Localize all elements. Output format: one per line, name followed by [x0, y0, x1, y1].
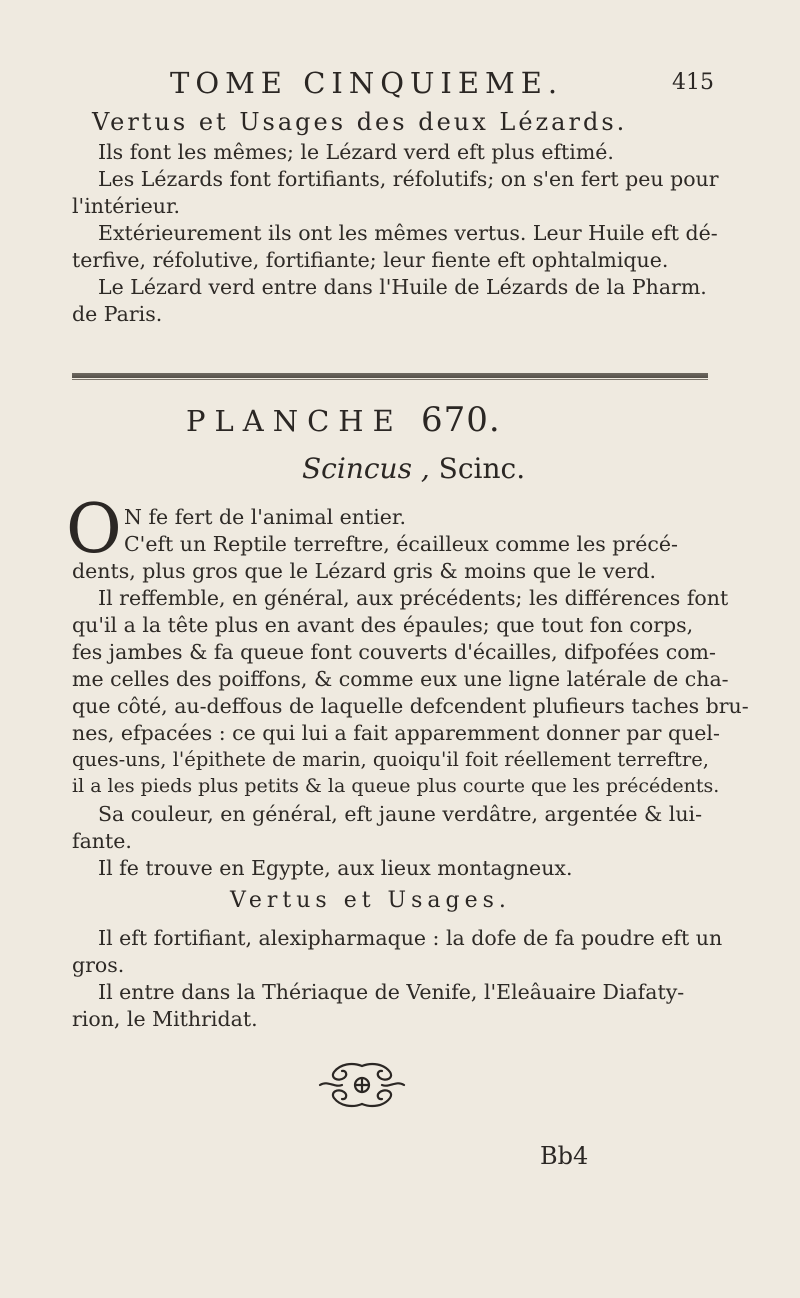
french-name: Scinc.	[438, 452, 526, 485]
text-line: qu'il a la tête plus en avant des épaules; que tout fon corps,	[72, 613, 694, 637]
text-line: que côté, au-deffous de laquelle defcendent plufieurs taches bru-	[72, 694, 749, 718]
latin-name: Scincus ,	[302, 452, 430, 485]
text-line: Il fe trouve en Egypte, aux lieux montagneux.	[98, 856, 573, 880]
text-line: Les Lézards font fortifiants, réfolutifs; on s'en fert peu pour	[98, 167, 719, 191]
text-line: Le Lézard verd entre dans l'Huile de Lézards de la Pharm.	[98, 275, 707, 299]
text-line: N fe fert de l'animal entier.	[124, 505, 406, 529]
plate-number: 670.	[420, 400, 501, 440]
text-line: ques-uns, l'épithete de marin, quoiqu'il foit réellement terreftre,	[72, 748, 709, 771]
text-line: Extérieurement ils ont les mêmes vertus. Leur Huile eft dé-	[98, 221, 718, 245]
text-line: Sa couleur, en général, eft jaune verdâtre, argentée & lui-	[98, 802, 702, 826]
running-header: TOME CINQUIEME.	[170, 66, 564, 100]
page-number: 415	[672, 70, 714, 95]
species-title	[302, 452, 525, 485]
drop-cap: O	[66, 490, 122, 569]
section-heading-vertus-lezards: Vertus et Usages des deux Lézards.	[92, 108, 628, 136]
text-line: fante.	[72, 829, 132, 853]
text-line: Il eft fortifiant, alexipharmaque : la dofe de fa poudre eft un	[98, 926, 723, 950]
text-line: Il entre dans la Thériaque de Venife, l'Eleâuaire Diafaty-	[98, 980, 685, 1004]
text-line: il a les pieds plus petits & la queue plus courte que les précédents.	[72, 775, 720, 797]
text-line: Il reffemble, en général, aux précédents; les différences font	[98, 586, 729, 610]
text-line: me celles des poiffons, & comme eux une ligne latérale de cha-	[72, 667, 729, 691]
text-line: terfive, réfolutive, fortifiante; leur fiente eft ophtalmique.	[72, 248, 669, 272]
text-line: dents, plus gros que le Lézard gris & moins que le verd.	[72, 559, 657, 583]
text-line: gros.	[72, 953, 125, 977]
text-line: nes, efpacées : ce qui lui a fait apparemment donner par quel-	[72, 721, 720, 745]
section-heading-vertus-usages: Vertus et Usages.	[230, 888, 511, 913]
text-line: fes jambes & fa queue font couverts d'écailles, difpofées com-	[72, 640, 716, 664]
text-line: de Paris.	[72, 302, 163, 326]
plate-label: PLANCHE	[186, 404, 403, 438]
ornament-icon	[312, 1058, 412, 1112]
text-line: Ils font les mêmes; le Lézard verd eft plus eftimé.	[98, 140, 614, 164]
plate-heading	[186, 400, 501, 440]
text-line: rion, le Mithridat.	[72, 1007, 258, 1031]
horizontal-rule-thin	[72, 379, 708, 380]
text-line: l'intérieur.	[72, 194, 181, 218]
signature-mark: Bb4	[540, 1142, 589, 1170]
text-line: C'eft un Reptile terreftre, écailleux comme les précé-	[124, 532, 678, 556]
horizontal-rule	[72, 373, 708, 378]
